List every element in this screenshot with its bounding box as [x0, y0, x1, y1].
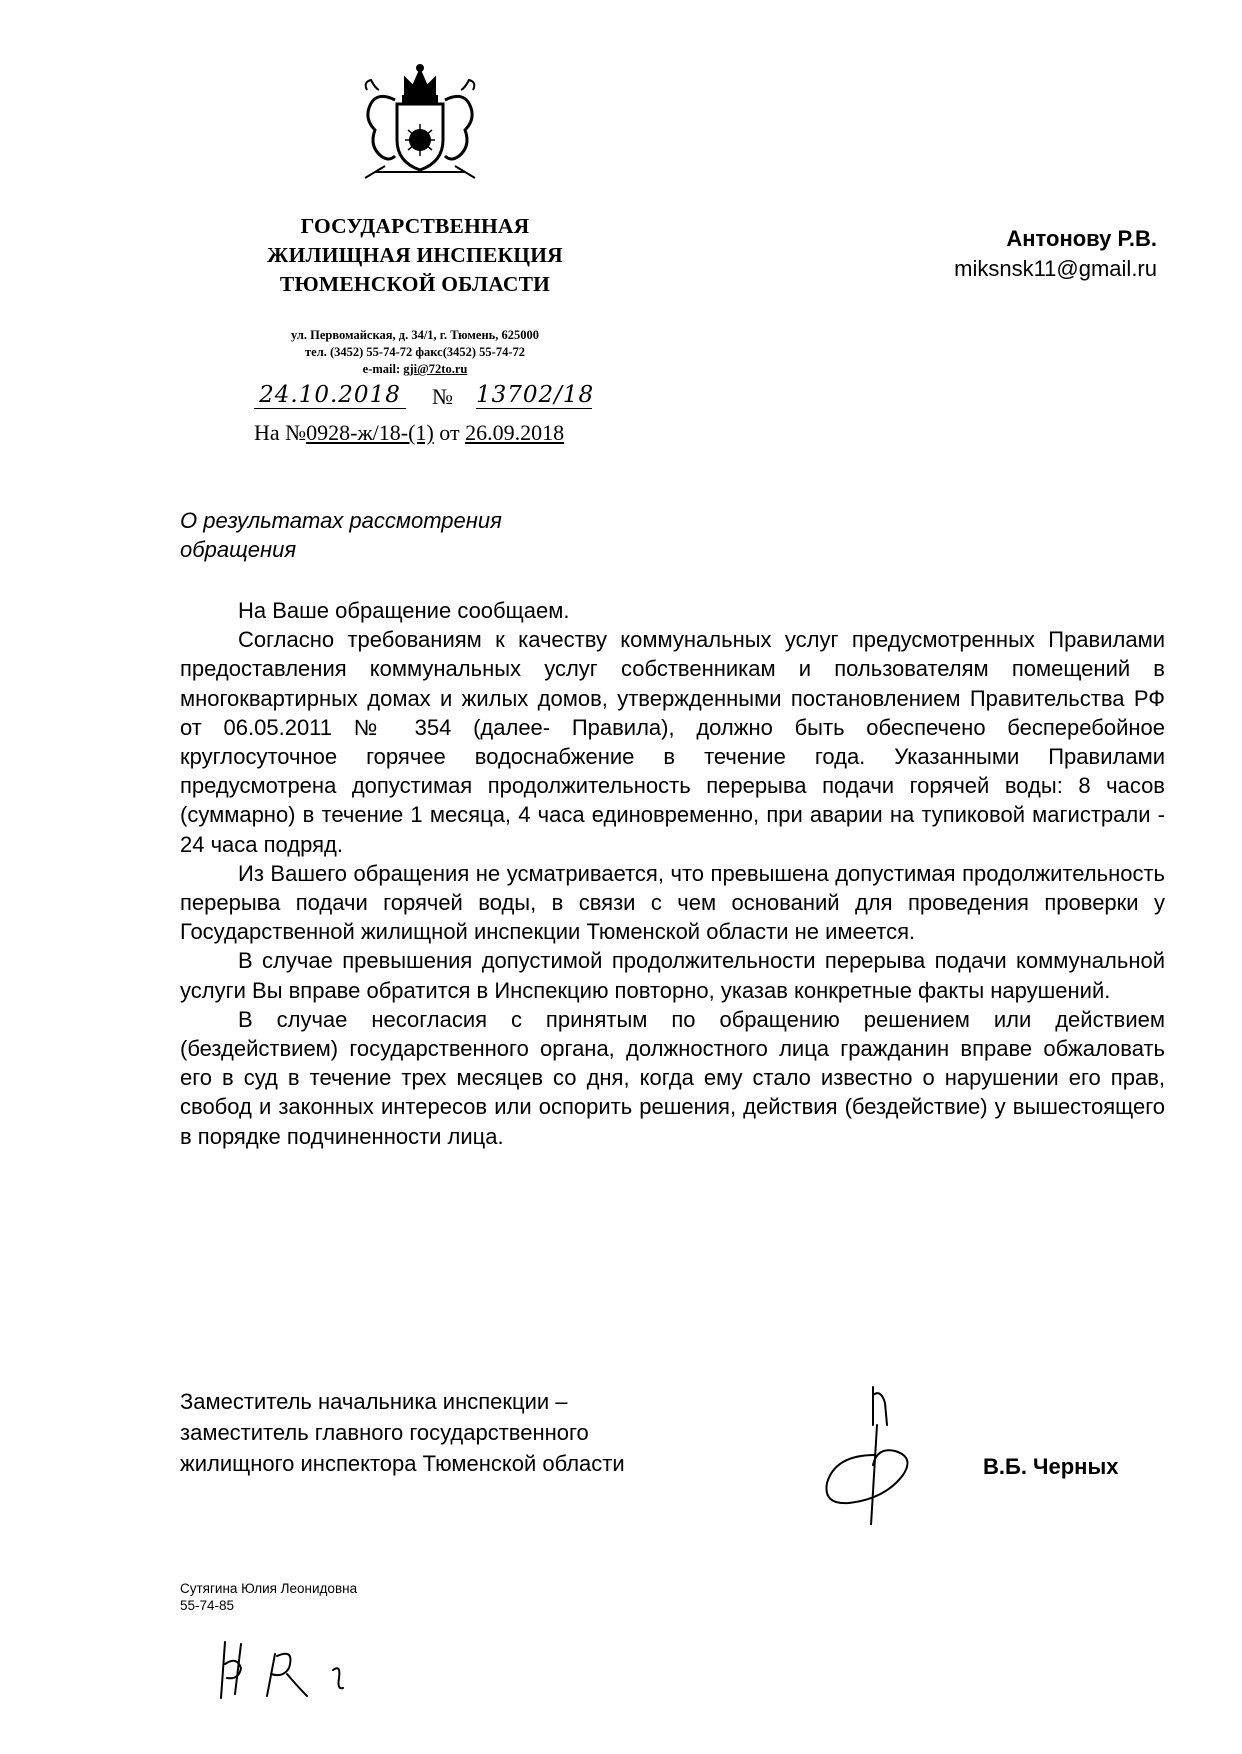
- registration-date: 24.10.2018: [254, 382, 406, 409]
- organization-contacts: [222, 327, 608, 378]
- org-address: ул. Первомайская, д. 34/1, г. Тюмень, 625000: [290, 328, 540, 342]
- in-reply-from: от: [433, 420, 466, 445]
- in-reply-number: 0928-ж/18-(1): [306, 420, 434, 445]
- signatory-title: [180, 1386, 625, 1479]
- coat-of-arms-emblem: [345, 60, 495, 180]
- in-reply-date: 26.09.2018: [465, 420, 565, 445]
- handwritten-signature: [815, 1385, 930, 1525]
- recipient-email: miksnsk11@gmail.ru: [954, 256, 1157, 281]
- body-paragraph-4: В случае превышения допустимой продолжительности перерыва подачи коммунальной услуги Вы вправе обратится в Инспекцию повторно, указав конкретные факты нарушений.: [180, 948, 1165, 1003]
- letter-subject: [180, 506, 502, 564]
- in-reply-reference: [254, 420, 564, 446]
- org-line-2: ЖИЛИЩНАЯ ИНСПЕКЦИЯ: [267, 243, 563, 267]
- recipient-block: [954, 224, 1157, 284]
- body-paragraph-1: На Ваше обращение сообщаем.: [238, 598, 570, 623]
- handwritten-initials: [215, 1634, 375, 1704]
- recipient-name: Антонову Р.В.: [1006, 226, 1157, 251]
- subject-line-1: О результатах рассмотрения: [180, 508, 502, 533]
- subject-line-2: обращения: [180, 537, 297, 562]
- org-email-line: [222, 361, 608, 378]
- org-email-link[interactable]: gji@72to.ru: [403, 362, 468, 376]
- body-paragraph-2: Согласно требованиям к качеству коммунальных услуг предусмотренных Правилами предоставления коммунальных услуг собственникам и пользователям помещений в многоквартирных домах и жилых домов, утвержденными постановлением Правительства РФ от 06.05.2011 № 354 (далее- Правила), должно быть обеспечено бесперебойное круглосуточное горячее водоснабжение в течение года. Указанными Правилами предусмотрена допустимая продолжительность перерыва подачи горячей воды: 8 часов (суммарно) в течение 1 месяца, 4 часа единовременно, при аварии на тупиковой магистрали - 24 часа подряд.: [180, 627, 1165, 857]
- signatory-title-line-1: Заместитель начальника инспекции –: [180, 1389, 568, 1414]
- registration-number-sign: №: [432, 384, 453, 409]
- organization-name: [222, 212, 608, 299]
- executor-phone: 55-74-85: [180, 1598, 235, 1613]
- letter-body: [180, 596, 1165, 1151]
- body-paragraph-3: Из Вашего обращения не усматривается, что превышена допустимая продолжительность перерыва подачи горячей воды, в связи с чем оснований для проведения проверки у Государственной жилищной инспекции Тюменской области не имеется.: [180, 860, 1165, 945]
- in-reply-prefix: На №: [254, 420, 307, 445]
- org-phone: тел. (3452) 55-74-72 факс(3452) 55-74-72: [305, 345, 525, 359]
- body-paragraph-5: В случае несогласия с принятым по обращению решением или действием (бездействием) государственного органа, должностного лица гражданин вправе обжаловать его в суд в течение трех месяцев со дня, когда ему стало известно о нарушении его прав, свобод и законных интересов или оспорить решения, действия (бездействие) у вышестоящего в порядке подчиненности лица.: [180, 1006, 1165, 1149]
- signatory-title-line-2: заместитель главного государственного: [180, 1420, 589, 1445]
- executor-name: Сутягина Юлия Леонидовна: [180, 1581, 358, 1596]
- org-line-3: ТЮМЕНСКОЙ ОБЛАСТИ: [279, 272, 551, 296]
- signatory-name: В.Б. Черных: [983, 1454, 1119, 1479]
- org-line-1: ГОСУДАРСТВЕННАЯ: [300, 214, 530, 238]
- executor-block: [180, 1580, 357, 1614]
- registration-number: 13702/18: [476, 382, 595, 408]
- signatory-title-line-3: жилищного инспектора Тюменской области: [180, 1451, 625, 1476]
- org-email-label: e-mail:: [362, 362, 404, 376]
